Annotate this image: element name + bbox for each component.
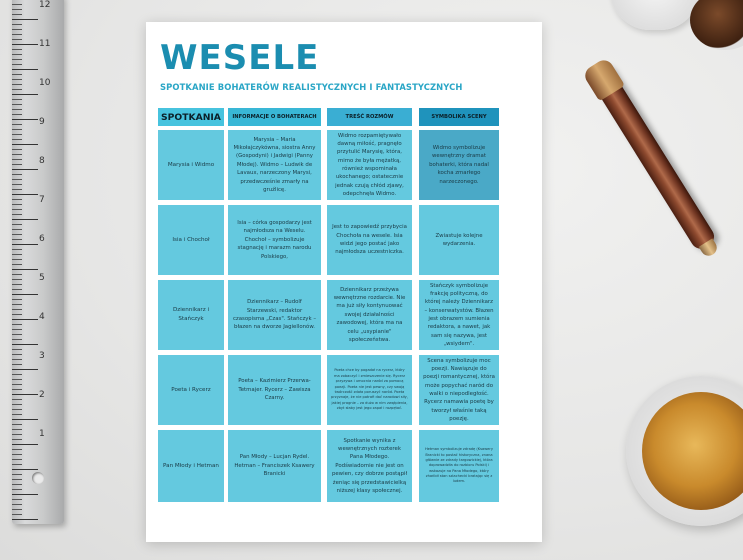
coffee-surface — [642, 392, 743, 510]
symbol-cell: Stańczyk symbolizuje frakcję polityczną, do której należy Dziennikarz – konserwatystów. Błazen jest obrazem sumienia redaktora, a nawet, jak sam się nazywa, jest „wsiydem". — [419, 280, 499, 350]
meeting-cell — [158, 280, 224, 350]
table-row — [146, 130, 542, 200]
symbol-cell: Zwiastuje kolejne wydarzenia. — [419, 205, 499, 275]
meeting-name: Marysia i Widmo — [167, 161, 215, 168]
info-cell: Dziennikarz – Rudolf Starzewski, redaktor czasopisma „Czas". Stańczyk – błazen na dworze Jagiellonów. — [228, 280, 321, 350]
poster-sheet — [146, 22, 542, 542]
header-symbolism: SYMBOLIKA SCENY — [419, 108, 499, 126]
symbol-cell: Hetman symbolizuje zdradę (Ksawery Branicki to postać historyczna, znana głównie ze zdrady targowickiej, która doprowadziła do rozbioru Polski) i wskazuje na Pana Młodego, który zhańbił stan szlachecki bratając się z ludem. — [419, 430, 499, 502]
ruler-number: 8 — [39, 156, 45, 166]
ruler — [12, 0, 64, 524]
meeting-cell — [158, 355, 224, 425]
table-row — [146, 355, 542, 425]
ruler-number: 3 — [39, 351, 45, 361]
talk-cell: Poeta chce by pogadał na rycerz, który ma zobaczyć i zmieszczenie się. Rycerz przyzywa i umocnia naród za pomocą poezji. Poeta nie jest pewny, czy swoją twórczość zdoła poruszyć naród. Poeta przyznaje, że nie potrafi dać narodowi siły, jakiej pragnie – za dużo w nim zwątpienia, zbyt słaby jest jego zapał i rozpętać. — [327, 355, 412, 425]
info-cell: Marysia – Maria Mikołajczykówna, siostra Anny (Gospodyni) i Jadwigi (Panny Młodej). Widmo – Ludwik de Lavaux, narzeczony Marysi, przedwcześnie zmarły na gruźlicę. — [228, 130, 321, 200]
meeting-name: Pan Młody i Hetman — [163, 462, 219, 469]
symbol-cell: Scena symbolizuje moc poezji. Nawiązuje do poezji romantycznej, która może popychać naród do walki o niepodległość. Rycerz namawia poetę by tworzył właśnie taką poezję. — [419, 355, 499, 425]
ruler-number: 6 — [39, 234, 45, 244]
info-cell: Isia – córka gospodarzy jest najmłodsza na Weselu. Chochoł – symbolizuje stagnację i marazm narodu Polskiego, — [228, 205, 321, 275]
symbol-cell: Widmo symbolizuje wewnętrzny dramat bohaterki, która nadal kocha zmarłego narzeczonego. — [419, 130, 499, 200]
ruler-number: 5 — [39, 273, 45, 283]
ruler-number: 12 — [39, 0, 51, 10]
ruler-number: 4 — [39, 312, 45, 322]
info-cell: Pan Młody – Lucjan Rydel. Hetman – Franciszek Ksawery Branicki — [228, 430, 321, 502]
table-row — [146, 280, 542, 350]
meeting-cell — [158, 130, 224, 200]
poster-subtitle: SPOTKANIE BOHATERÓW REALISTYCZNYCH I FANTASTYCZNYCH — [160, 82, 463, 92]
poster-title: WESELE — [160, 38, 320, 78]
talk-cell: Dziennikarz przeżywa wewnętrzne rozdarcie. Nie ma już siły kontynuować swojej działalności zawodowej, która ma na celu „usypianie" społeczeństwa. — [327, 280, 412, 350]
ruler-number: 11 — [39, 39, 51, 49]
ruler-major-ticks — [12, 0, 38, 524]
talk-cell: Spotkanie wynika z wewnętrznych rozterek Pana Młodego. Podświadomie nie jest on pewien, czy dobrze postąpił żeniąc się przedstawicielką niższej klasy społecznej. — [327, 430, 412, 502]
table-row — [146, 430, 542, 502]
talk-cell: Jest to zapowiedź przybycia Chochoła na wesele. Isia widzi jego postać jako najmłodsza uczestniczka. — [327, 205, 412, 275]
ruler-number: 2 — [39, 390, 45, 400]
meeting-cell — [158, 430, 224, 502]
header-meetings: SPOTKANIA — [158, 108, 224, 126]
ruler-number: 10 — [39, 78, 51, 88]
table-row — [146, 205, 542, 275]
ruler-number: 9 — [39, 117, 45, 127]
info-cell: Poeta – Kazimierz Przerwa-Tetmajer. Rycerz – Zawisza Czarny. — [228, 355, 321, 425]
ruler-number: 7 — [39, 195, 45, 205]
talk-cell: Widmo rozpamiętywało dawną miłość, pragnęło przytulić Marysię, która, mimo że była mężatką, również wspominała ukochanego; ostatecznie jednak czują chłód zjawy, odepchnęła Widmo. — [327, 130, 412, 200]
ruler-hanging-hole — [32, 472, 44, 484]
ruler-number: 1 — [39, 429, 45, 439]
meeting-cell — [158, 205, 224, 275]
meeting-name: Poeta i Rycerz — [171, 386, 211, 393]
meeting-name: Isia i Chochoł — [172, 236, 210, 243]
meeting-name: Dziennikarz i Stańczyk — [172, 307, 210, 322]
header-hero-info: INFORMACJE O BOHATERACH — [228, 108, 321, 126]
header-conversation: TREŚĆ ROZMÓW — [327, 108, 412, 126]
